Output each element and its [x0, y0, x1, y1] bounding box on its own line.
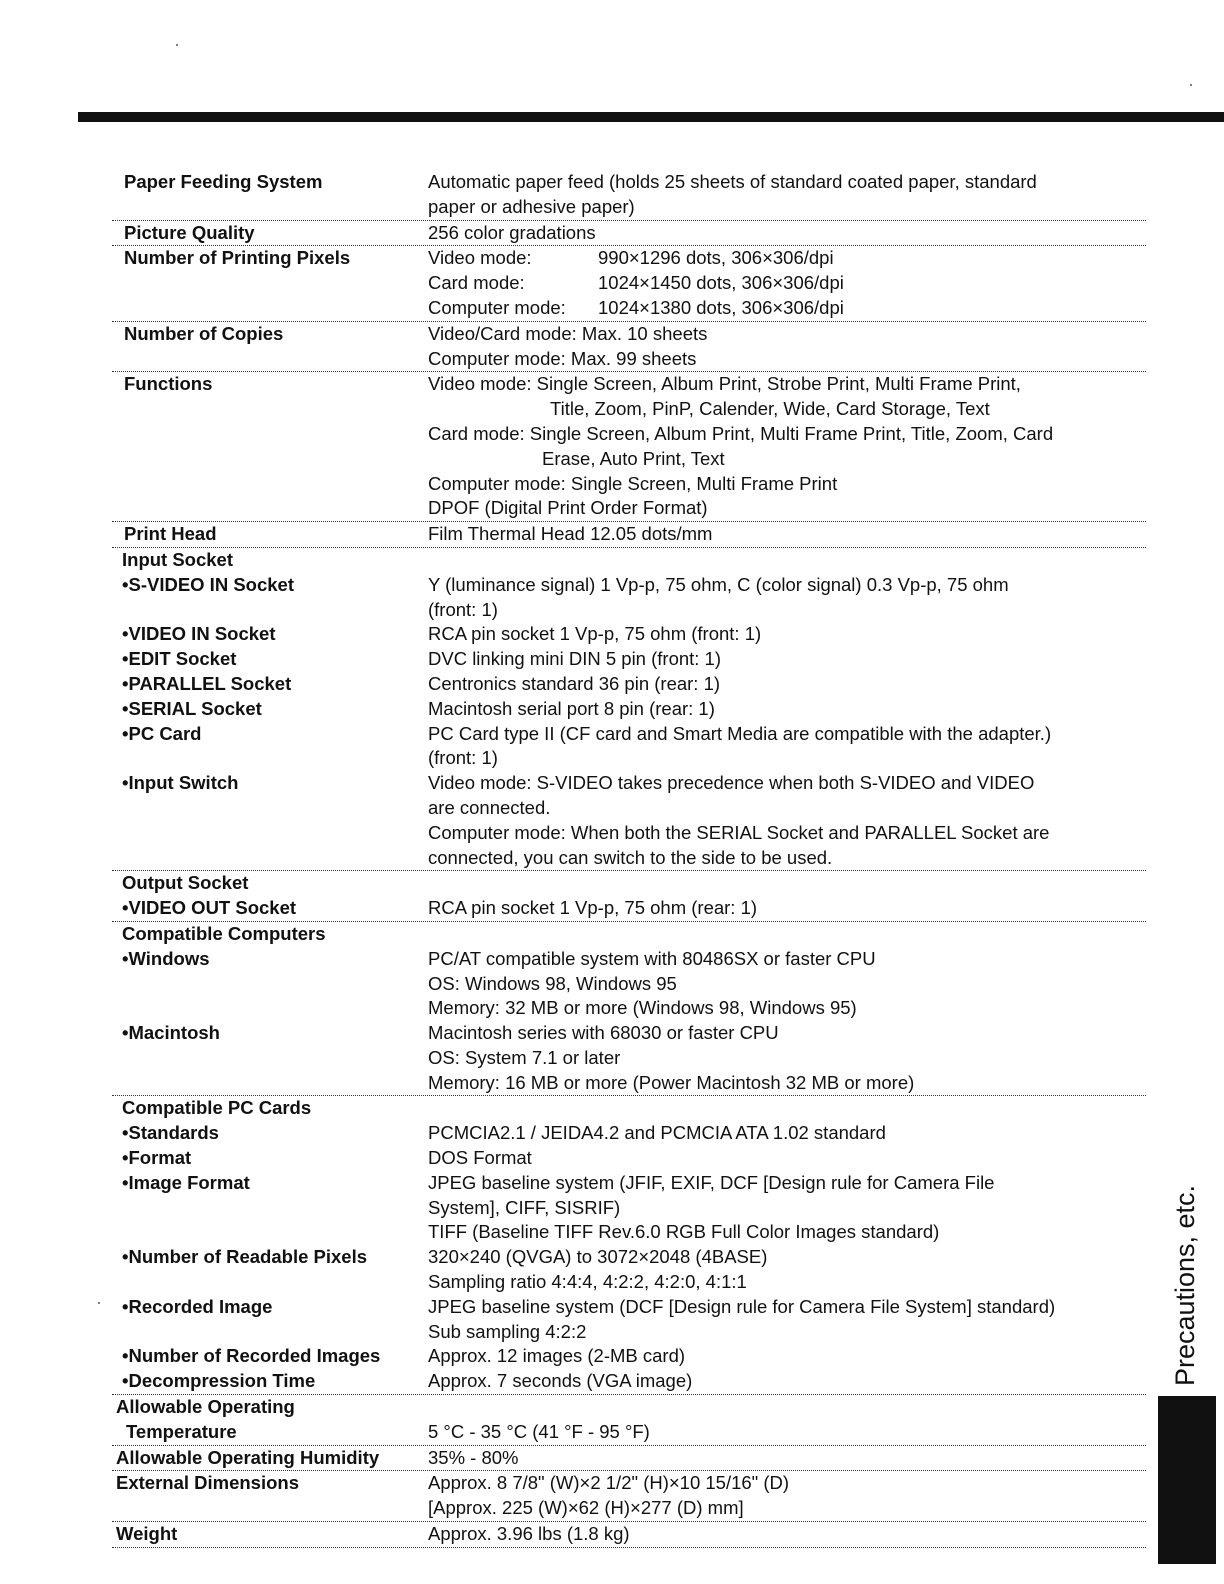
input-socket-group [112, 548, 1146, 871]
output-socket-group [112, 871, 1146, 922]
scan-speck [1190, 84, 1192, 86]
spec-row [112, 1446, 1146, 1472]
spec-value [428, 622, 1146, 647]
spec-value [428, 322, 1146, 372]
group-heading: Compatible PC Cards [122, 1097, 312, 1119]
spec-label: Number of Printing Pixels [124, 247, 351, 269]
spec-value [428, 1369, 1146, 1394]
spec-value-line: Video/Card mode: Max. 10 sheets [428, 322, 708, 344]
spec-value-line: System], CIFF, SISRIF) [428, 1196, 621, 1218]
spec-value-line: Video mode: S-VIDEO takes precedence when both S-VIDEO and VIDEO [428, 772, 1035, 794]
spec-sublabel: •Decompression Time [122, 1370, 316, 1392]
spec-value [428, 1446, 1146, 1471]
spec-label: Functions [124, 373, 213, 395]
spec-value [428, 947, 1146, 1021]
print-mode-name: Video mode: [428, 247, 532, 269]
spec-label [112, 1522, 428, 1547]
spec-value-line: DVC linking mini DIN 5 pin (front: 1) [428, 648, 722, 670]
header-rule [78, 112, 1224, 122]
spec-sublabel: •PARALLEL Socket [122, 672, 292, 694]
spec-sublabel: •Number of Readable Pixels [122, 1246, 367, 1268]
spec-value [428, 896, 1146, 921]
specifications-table [112, 170, 1146, 1548]
spec-label: Number of Copies [124, 322, 284, 344]
group-heading: Input Socket [122, 548, 234, 570]
spec-sublabel: •VIDEO OUT Socket [122, 897, 297, 919]
spec-value [428, 1395, 1146, 1445]
spec-value-line: Computer mode: Max. 99 sheets [428, 347, 697, 369]
group-heading: Compatible Computers [122, 922, 326, 944]
spec-row [112, 221, 1146, 247]
spec-value-line: Automatic paper feed (holds 25 sheets of standard coated paper, standard [428, 171, 1037, 192]
spec-subrow [112, 622, 1146, 647]
print-mode-value: 1024×1450 dots, 306×306/dpi [598, 272, 844, 294]
spec-value-line: Sampling ratio 4:4:4, 4:2:2, 4:2:0, 4:1:1 [428, 1271, 747, 1293]
spec-value-line: Approx. 7 seconds (VGA image) [428, 1370, 693, 1392]
spec-value-line: JPEG baseline system (JFIF, EXIF, DCF [Design rule for Camera File [428, 1171, 995, 1193]
spec-sublabel: •Image Format [122, 1171, 250, 1193]
compatible-pc-cards-group [112, 1096, 1146, 1395]
spec-value-line: Memory: 16 MB or more (Power Macintosh 32 MB or more) [428, 1071, 915, 1093]
spec-value-line: connected, you can switch to the side to be used. [428, 846, 833, 868]
spec-value-line: DOS Format [428, 1147, 532, 1169]
spec-sublabel: •Macintosh [122, 1022, 220, 1044]
spec-label [112, 1446, 428, 1471]
spec-sublabel: •Recorded Image [122, 1295, 273, 1317]
spec-label-line: Allowable Operating [116, 1396, 295, 1418]
spec-sublabel: •S-VIDEO IN Socket [122, 573, 294, 595]
spec-value [428, 170, 1146, 220]
spec-label-line: Allowable Operating Humidity [116, 1446, 380, 1468]
spec-value-line: Memory: 32 MB or more (Windows 98, Windows 95) [428, 997, 857, 1019]
spec-row [112, 1522, 1146, 1548]
spec-subrow [112, 947, 1146, 1021]
spec-sublabel: •PC Card [122, 722, 202, 744]
spec-sublabel: •Format [122, 1147, 192, 1169]
spec-label-line: Temperature [126, 1420, 237, 1442]
spec-value [428, 1146, 1146, 1171]
spec-value-line: RCA pin socket 1 Vp-p, 75 ohm (rear: 1) [428, 897, 758, 919]
spec-value-line: 5 °C - 35 °C (41 °F - 95 °F) [428, 1420, 650, 1442]
spec-sublabel: •Windows [122, 947, 210, 969]
spec-value [428, 221, 1146, 246]
spec-subrow [112, 1171, 1146, 1245]
spec-label: Picture Quality [124, 221, 255, 243]
print-mode-line [428, 246, 1146, 271]
spec-value-line: DPOF (Digital Print Order Format) [428, 497, 708, 519]
spec-value-line: Title, Zoom, PinP, Calender, Wide, Card Storage, Text [550, 398, 990, 420]
spec-subrow [112, 573, 1146, 623]
spec-subrow [112, 722, 1146, 772]
spec-subrow [112, 697, 1146, 722]
spec-sublabel: •EDIT Socket [122, 648, 237, 670]
spec-sublabel: •Input Switch [122, 772, 239, 794]
spec-value-line: PCMCIA2.1 / JEIDA4.2 and PCMCIA ATA 1.02 standard [428, 1122, 886, 1144]
spec-subrow [112, 647, 1146, 672]
spec-value [428, 672, 1146, 697]
spec-label [112, 1471, 428, 1521]
side-label-text: Precautions, etc. [1170, 1184, 1201, 1386]
spec-row [112, 1471, 1146, 1522]
spec-value-line: TIFF (Baseline TIFF Rev.6.0 RGB Full Color Images standard) [428, 1221, 940, 1243]
spec-subrow [112, 1344, 1146, 1369]
spec-value [428, 1171, 1146, 1245]
spec-value [428, 647, 1146, 672]
scan-speck [98, 1302, 100, 1304]
spec-sublabel: •Standards [122, 1122, 219, 1144]
spec-value-line: JPEG baseline system (DCF [Design rule for Camera File System] standard) [428, 1295, 1056, 1317]
spec-sublabel: •VIDEO IN Socket [122, 623, 276, 645]
spec-sublabel: •SERIAL Socket [122, 697, 262, 719]
spec-subrow [112, 1369, 1146, 1394]
spec-value-line: 35% - 80% [428, 1446, 519, 1468]
spec-value-line: Card mode: Single Screen, Album Print, Multi Frame Print, Title, Zoom, Card [428, 422, 1054, 444]
spec-value-line: 320×240 (QVGA) to 3072×2048 (4BASE) [428, 1246, 768, 1268]
spec-value-line: Computer mode: When both the SERIAL Socket and PARALLEL Socket are [428, 821, 1050, 843]
spec-subrow [112, 771, 1146, 870]
spec-value [428, 697, 1146, 722]
spec-subrow [112, 1146, 1146, 1171]
compatible-computers-group [112, 922, 1146, 1097]
spec-value-line: Macintosh serial port 8 pin (rear: 1) [428, 697, 715, 719]
spec-subrow [112, 672, 1146, 697]
spec-value [428, 1121, 1146, 1146]
spec-value [428, 573, 1146, 623]
spec-value [428, 722, 1146, 772]
spec-value-line: (front: 1) [428, 598, 498, 620]
spec-subrow [112, 1295, 1146, 1345]
group-heading: Output Socket [122, 872, 249, 894]
spec-label: Print Head [124, 523, 217, 545]
spec-value-line: OS: System 7.1 or later [428, 1046, 621, 1068]
spec-label-line: External Dimensions [116, 1472, 300, 1494]
print-mode-line [428, 271, 1146, 296]
spec-subrow [112, 896, 1146, 921]
spec-label: Paper Feeding System [124, 171, 323, 192]
spec-value-line: are connected. [428, 796, 551, 818]
spec-value [428, 771, 1146, 870]
spec-value-line: Macintosh series with 68030 or faster CPU [428, 1022, 779, 1044]
spec-sublabel: •Number of Recorded Images [122, 1345, 381, 1367]
spec-label [112, 1395, 428, 1445]
spec-value-line: Y (luminance signal) 1 Vp-p, 75 ohm, C (color signal) 0.3 Vp-p, 75 ohm [428, 573, 1009, 595]
spec-value-line: (front: 1) [428, 747, 498, 769]
spec-value [428, 1471, 1146, 1521]
spec-subrow [112, 1021, 1146, 1095]
print-mode-value: 990×1296 dots, 306×306/dpi [598, 247, 834, 269]
spec-value-line: Computer mode: Single Screen, Multi Frame Print [428, 472, 838, 494]
spec-value-line: paper or adhesive paper) [428, 195, 635, 217]
spec-value-line: [Approx. 225 (W)×62 (H)×277 (D) mm] [428, 1497, 744, 1519]
spec-value-line: 256 color gradations [428, 221, 596, 243]
print-mode-value: 1024×1380 dots, 306×306/dpi [598, 296, 844, 318]
spec-value [428, 1295, 1146, 1345]
spec-value-line: Approx. 8 7/8" (W)×2 1/2" (H)×10 15/16" (D) [428, 1472, 790, 1494]
spec-label-line: Weight [116, 1523, 178, 1545]
section-side-label [1156, 1180, 1216, 1390]
spec-row [112, 246, 1146, 321]
spec-value [428, 1245, 1146, 1295]
spec-value-line: PC Card type II (CF card and Smart Media are compatible with the adapter.) [428, 722, 1052, 744]
spec-value-line: Centronics standard 36 pin (rear: 1) [428, 672, 721, 694]
spec-row [112, 522, 1146, 548]
spec-value [428, 246, 1146, 320]
spec-value-line: Erase, Auto Print, Text [542, 447, 725, 469]
spec-value-line: Video mode: Single Screen, Album Print, Strobe Print, Multi Frame Print, [428, 373, 1021, 395]
spec-value [428, 372, 1146, 521]
print-mode-name: Computer mode: [428, 296, 566, 318]
spec-value [428, 1344, 1146, 1369]
spec-value-line: PC/AT compatible system with 80486SX or faster CPU [428, 947, 876, 969]
spec-value [428, 1522, 1146, 1547]
spec-value [428, 522, 1146, 547]
print-mode-name: Card mode: [428, 272, 525, 294]
spec-subrow [112, 1245, 1146, 1295]
spec-value-line: Approx. 3.96 lbs (1.8 kg) [428, 1523, 630, 1545]
spec-value-line: OS: Windows 98, Windows 95 [428, 972, 677, 994]
spec-value-line [428, 1395, 1146, 1420]
spec-row [112, 1395, 1146, 1446]
spec-row [112, 322, 1146, 373]
spec-value-line: Film Thermal Head 12.05 dots/mm [428, 523, 713, 545]
spec-row [112, 170, 1146, 221]
print-mode-line [428, 296, 1146, 321]
spec-row [112, 372, 1146, 522]
section-tab-marker [1158, 1396, 1216, 1564]
spec-value [428, 1021, 1146, 1095]
spec-subrow [112, 1121, 1146, 1146]
spec-value-line: Approx. 12 images (2-MB card) [428, 1345, 686, 1367]
spec-value-line: Sub sampling 4:2:2 [428, 1320, 587, 1342]
spec-value-line: RCA pin socket 1 Vp-p, 75 ohm (front: 1) [428, 623, 762, 645]
scan-speck [176, 44, 178, 46]
